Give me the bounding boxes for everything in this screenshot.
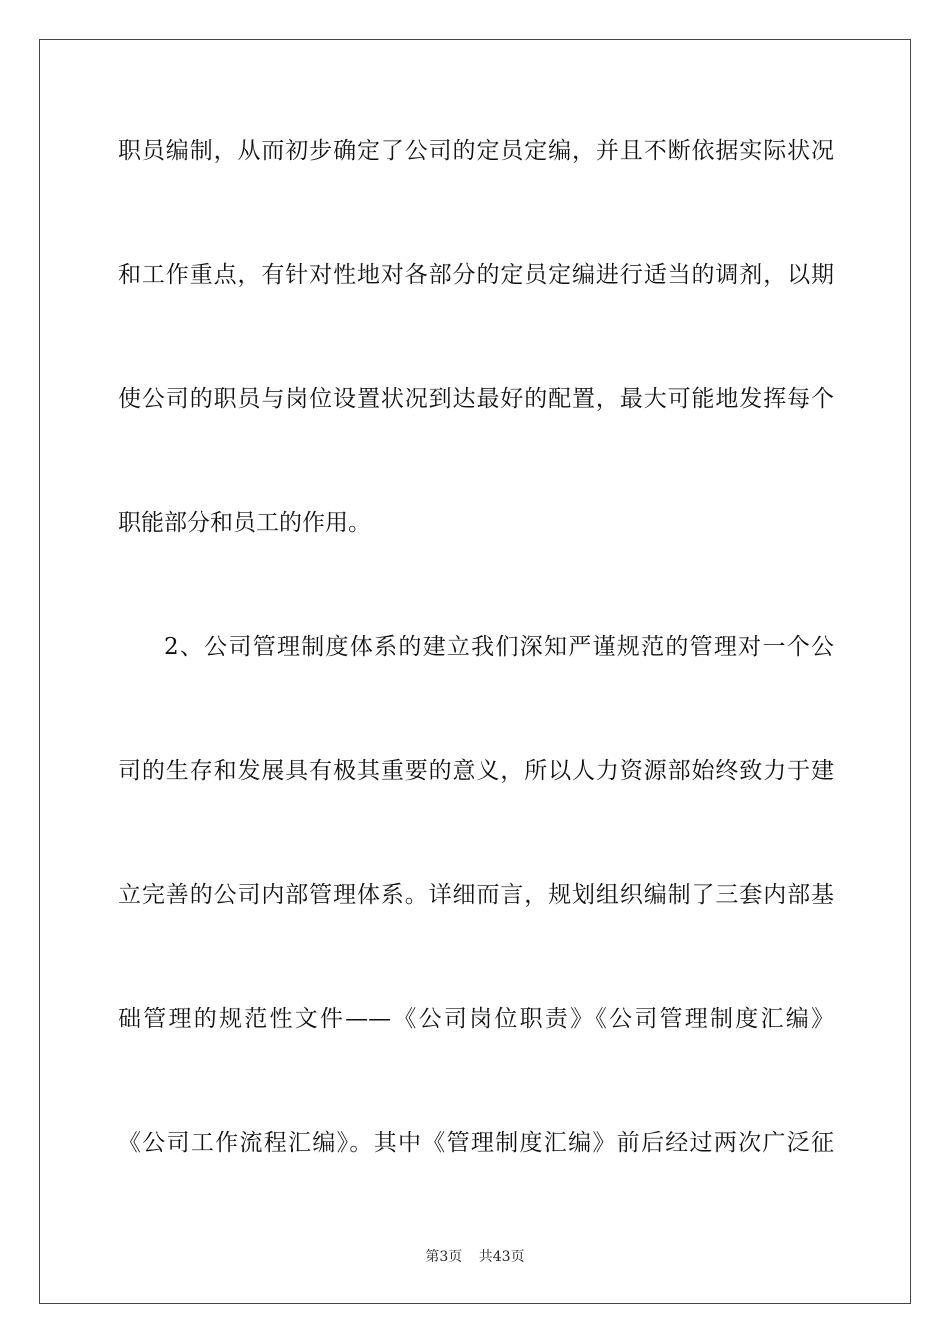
text-line-7: 立完善的公司内部管理体系。详细而言，规划组织编制了三套内部基 (118, 882, 834, 908)
text-line-9: 《公司工作流程汇编》。其中《管理制度汇编》前后经过两次广泛征 (118, 1130, 834, 1156)
text-line-1: 职员编制，从而初步确定了公司的定员定编，并且不断依据实际状况 (118, 138, 834, 164)
text-line-6: 司的生存和发展具有极其重要的意义，所以人力资源部始终致力于建 (118, 758, 834, 784)
page-border (39, 39, 911, 1304)
text-line-8: 础管理的规范性文件——《公司岗位职责》《公司管理制度汇编》 (118, 1006, 834, 1032)
text-line-3: 使公司的职员与岗位设置状况到达最好的配置，最大可能地发挥每个 (118, 386, 834, 412)
text-line-4: 职能部分和员工的作用。 (118, 510, 371, 536)
page-total: 共43页 (478, 1249, 525, 1265)
page-number: 第3页 (425, 1249, 463, 1265)
text-line-2: 和工作重点，有针对性地对各部分的定员定编进行适当的调剂，以期 (118, 262, 834, 288)
text-line-5: 2、公司管理制度体系的建立我们深知严谨规范的管理对一个公 (164, 634, 834, 660)
page-footer (0, 1246, 950, 1266)
